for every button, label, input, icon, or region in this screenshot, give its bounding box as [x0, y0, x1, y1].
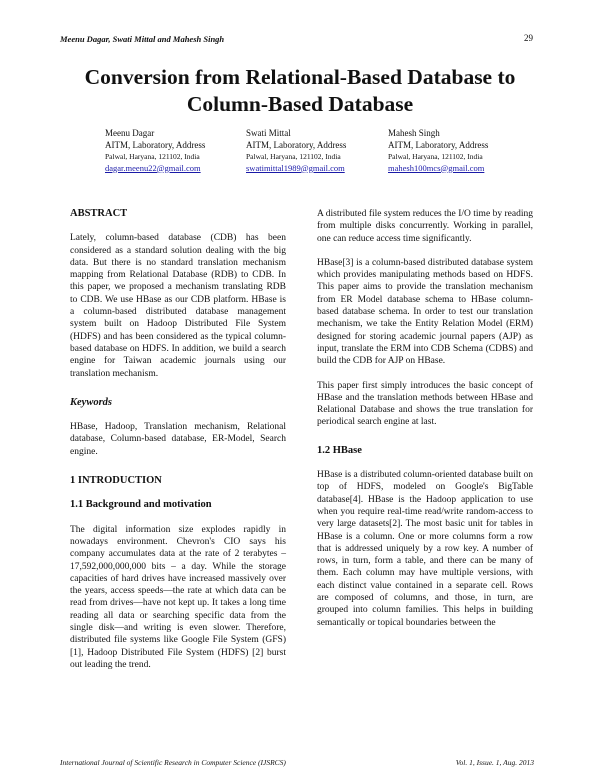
subsection-1-1-heading: 1.1 Background and motivation	[70, 499, 212, 511]
title-line-1: Conversion from Relational-Based Database to	[84, 65, 516, 89]
author-email-link[interactable]: dagar.meenu22@gmail.com	[105, 162, 201, 173]
author-location: Palwal, Haryana, 121102, India	[105, 152, 200, 161]
section-1-heading: 1 INTRODUCTION	[70, 475, 162, 487]
running-header-authors: Meenu Dagar, Swati Mittal and Mahesh Singh	[60, 34, 225, 44]
author-affiliation: AITM, Laboratory, Address	[105, 139, 206, 150]
intro-paragraph-1: A distributed file system reduces the I/O time by reading from multiple disks concurrently. Working in parallel, one can reduce access time significantly.	[317, 209, 533, 244]
section-1-2-text: HBase is a distributed column-oriented database built on top of HDFS, modeled on Google's BigTable database[4]. HBase is the Hadoop application to use when you require real-time read/write random-access to very large datasets[2]. The most basic unit for tables in HBase is a column. One or more columns form a row that is addressed uniquely by a row key. A number of rows, in turn, form a table, and there can be many of them. Each column may have multiple versions, with each distinct value contained in a separate cell. Rows are composed of columns, and those, in turn, are grouped into column families. This helps in building semantically or topical boundaries between the	[317, 470, 533, 628]
abstract-heading: ABSTRACT	[70, 208, 128, 219]
author-name: Swati Mittal	[246, 128, 291, 138]
author-block-2	[246, 128, 346, 174]
keywords-text: HBase, Hadoop, Translation mechanism, Relational database, Column-based database, ER-Model, Search engine.	[70, 422, 286, 457]
paper-title	[40, 64, 560, 118]
section-1-1-text: The digital information size explodes rapidly in nowadays environment. Chevron's CIO says his company accumulates data at the rate of 2 terabytes – 17,592,000,000,000 bits – a day. While the storage capacities of hard drives have increased massively over the years, access speeds—the rate at which data can be read from drives—have not kept up. It takes a long time reading all data or searching specific data from the single disk—and writing is even slower. Therefore, distributed file systems like Google File System (GFS) [1], Hadoop Distributed File System (HDFS) [2] burst out leading the trend.	[70, 524, 286, 670]
intro-paragraph-2: HBase[3] is a column-based distributed database system which provides manipulating methods based on HDFS. This paper aims to provide the translation mechanism from ER Model database schema to HBase column-based database schema. In order to test our translation mechanism, we take the Entity Relation Model (ERM) designed for storing academic journal papers (AJP) as input, translate the ERM into CDB Schema (CDBS) and build the CDB for AJP on HBase.	[317, 257, 533, 367]
abstract-text: Lately, column-based database (CDB) has been considered as a standard solution dealing with the big data. But there is no standard translation mechanism mapping from Relational Database (RDB) to CDB. In this paper, we proposed a mechanism translating RDB to CDB. We use HBase as our CDB platform. HBase is a column-based distributed database management system built on Hadoop Distributed File System (HDFS) and has been considered as the typical column-based database on HDFS. In addition, we build a search engine for Taiwan academic journals using our translation mechanism.	[70, 233, 286, 379]
keywords-heading: Keywords	[70, 396, 112, 408]
author-affiliation: AITM, Laboratory, Address	[246, 139, 347, 150]
author-name: Mahesh Singh	[388, 128, 440, 138]
left-column	[70, 208, 286, 671]
author-email-link[interactable]: mahesh100mcs@gmail.com	[388, 162, 485, 173]
title-line-2: Column-Based Database	[186, 92, 414, 116]
subsection-1-2-heading: 1.2 HBase	[317, 444, 362, 456]
right-column	[317, 208, 533, 629]
page-number: 29	[524, 33, 533, 43]
author-block-3	[388, 128, 488, 174]
author-location: Palwal, Haryana, 121102, India	[246, 152, 341, 161]
author-block-1	[105, 128, 205, 174]
author-name: Meenu Dagar	[105, 128, 155, 138]
footer-volume: Vol. 1, Issue. 1, Aug. 2013	[455, 758, 534, 767]
author-email-link[interactable]: swatimittal1989@gmail.com	[246, 162, 345, 173]
author-location: Palwal, Haryana, 121102, India	[388, 152, 483, 161]
author-affiliation: AITM, Laboratory, Address	[388, 139, 489, 150]
footer-journal: International Journal of Scientific Research in Computer Science (IJSRCS)	[60, 758, 286, 767]
intro-paragraph-3: This paper first simply introduces the basic concept of HBase and the translation methods between HBase and Relational Database and shows the true translation for periodical search engine at last.	[317, 380, 533, 428]
